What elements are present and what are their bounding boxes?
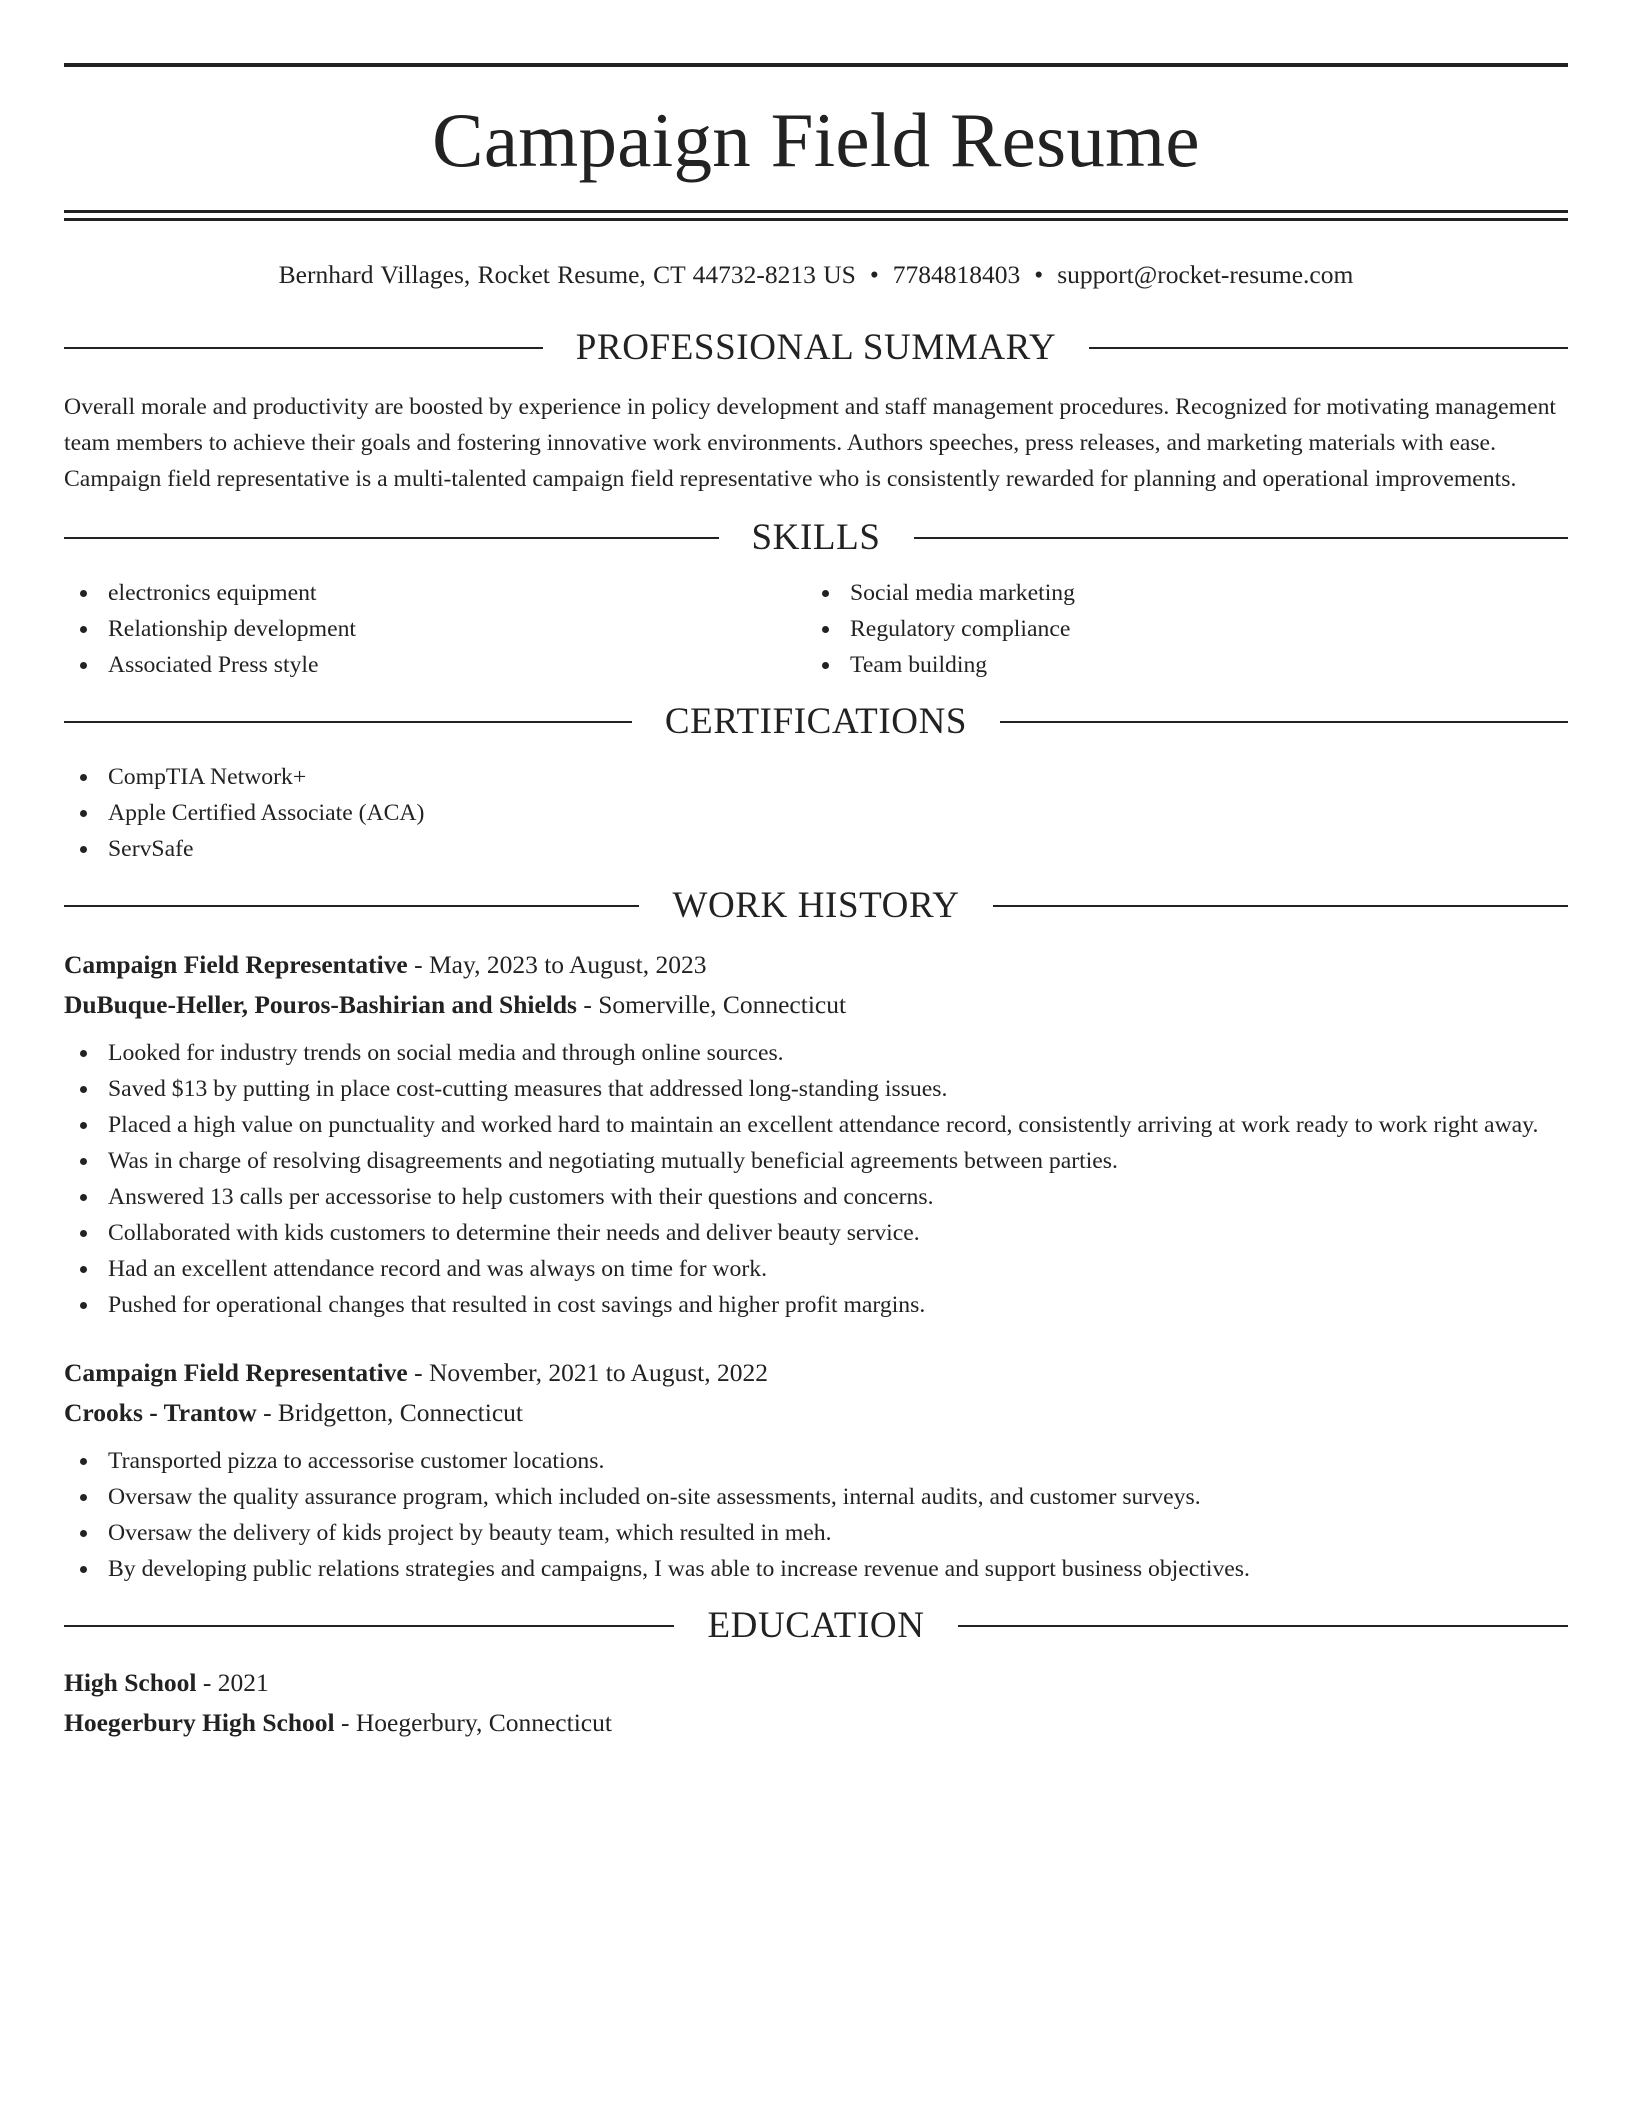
job-entry (64, 1353, 1568, 1587)
skill-item: Relationship development (64, 611, 806, 647)
skill-item: Social media marketing (806, 575, 1548, 611)
section-header-education (64, 1599, 1568, 1653)
job-company-line (64, 985, 1568, 1025)
section-rule (64, 905, 639, 907)
contact-separator: • (869, 260, 879, 289)
section-rule (64, 1625, 674, 1627)
section-rule (993, 905, 1568, 907)
education-school: Hoegerbury High School (64, 1708, 335, 1737)
education-degree-line (64, 1663, 1568, 1703)
job-bullet: Transported pizza to accessorise customer locations. (64, 1443, 1568, 1479)
education-degree: High School (64, 1668, 197, 1697)
section-rule (914, 537, 1569, 539)
professional-summary-text: Overall morale and productivity are boosted by experience in policy development and staff management procedures. Recognized for motivating management team members to achieve their goals and fostering innovative work environments. Authors speeches, press releases, and marketing materials with ease. Campaign field representative is a multi-talented campaign field representative who is consistently rewarded for planning and operational improvements. (64, 394, 1557, 492)
job-bullets (64, 1035, 1568, 1323)
job-title-line (64, 1353, 1568, 1393)
job-bullet: Oversaw the delivery of kids project by beauty team, which resulted in meh. (64, 1515, 1568, 1551)
contact-separator: • (1034, 260, 1044, 289)
education-school-line (64, 1703, 1568, 1743)
education-entry (64, 1663, 1568, 1743)
section-title-certifications: CERTIFICATIONS (664, 701, 968, 742)
section-title-work-history: WORK HISTORY (672, 885, 960, 926)
section-rule (64, 537, 719, 539)
job-company-line (64, 1393, 1568, 1433)
job-bullet: Placed a high value on punctuality and worked hard to maintain an excellent attendance record, consistently arriving at work ready to work right away. (64, 1107, 1568, 1143)
job-bullet: Had an excellent attendance record and was always on time for work. (64, 1251, 1568, 1287)
job-bullet: Answered 13 calls per accessorise to help customers with their questions and concerns. (64, 1179, 1568, 1215)
job-dates: - May, 2023 to August, 2023 (407, 950, 707, 979)
job-company: DuBuque-Heller, Pouros-Bashirian and Shields (64, 990, 577, 1019)
skill-item: Team building (806, 647, 1548, 683)
certifications-list (64, 759, 1568, 867)
section-title-education: EDUCATION (707, 1605, 925, 1646)
job-bullet: Looked for industry trends on social media and through online sources. (64, 1035, 1568, 1071)
skills-list-right (806, 575, 1548, 683)
title-double-rule (64, 210, 1568, 221)
education-year: - 2021 (196, 1668, 269, 1697)
section-rule (64, 347, 543, 349)
job-bullets (64, 1443, 1568, 1587)
certification-item: CompTIA Network+ (64, 759, 1568, 795)
job-company: Crooks - Trantow (64, 1398, 257, 1427)
job-bullet: Saved $13 by putting in place cost-cutting measures that addressed long-standing issues. (64, 1071, 1568, 1107)
resume-title: Campaign Field Resume (432, 97, 1200, 183)
skill-item: Regulatory compliance (806, 611, 1548, 647)
skills-list-left (64, 575, 806, 683)
job-bullet: By developing public relations strategies and campaigns, I was able to increase revenue and support business objectives. (64, 1551, 1568, 1587)
section-rule (1000, 721, 1568, 723)
skills-grid (64, 575, 1568, 683)
job-bullet: Was in charge of resolving disagreements and negotiating mutually beneficial agreements between parties. (64, 1143, 1568, 1179)
skill-item: Associated Press style (64, 647, 806, 683)
job-location: - Bridgetton, Connecticut (256, 1398, 523, 1427)
job-entry (64, 945, 1568, 1323)
section-title-skills: SKILLS (751, 517, 881, 558)
section-rule (958, 1625, 1568, 1627)
job-dates: - November, 2021 to August, 2022 (407, 1358, 768, 1387)
section-title-summary: PROFESSIONAL SUMMARY (575, 327, 1057, 368)
contact-line (64, 258, 1568, 292)
job-location: - Somerville, Connecticut (576, 990, 847, 1019)
job-title: Campaign Field Representative (64, 1358, 408, 1387)
job-bullet: Oversaw the quality assurance program, which included on-site assessments, internal audits, and customer surveys. (64, 1479, 1568, 1515)
section-header-certifications (64, 695, 1568, 749)
section-header-work-history (64, 879, 1568, 933)
education-location: - Hoegerbury, Connecticut (334, 1708, 612, 1737)
job-title-line (64, 945, 1568, 985)
section-header-skills (64, 511, 1568, 565)
certification-item: Apple Certified Associate (ACA) (64, 795, 1568, 831)
contact-email: support@rocket-resume.com (1057, 260, 1354, 289)
contact-address: Bernhard Villages, Rocket Resume, CT 44732-8213 US (278, 260, 856, 289)
skill-item: electronics equipment (64, 575, 806, 611)
certification-item: ServSafe (64, 831, 1568, 867)
contact-phone: 7784818403 (892, 260, 1021, 289)
section-header-summary (64, 321, 1568, 375)
job-title: Campaign Field Representative (64, 950, 408, 979)
section-rule (1089, 347, 1568, 349)
section-rule (64, 721, 632, 723)
job-bullet: Collaborated with kids customers to determine their needs and deliver beauty service. (64, 1215, 1568, 1251)
job-bullet: Pushed for operational changes that resulted in cost savings and higher profit margins. (64, 1287, 1568, 1323)
